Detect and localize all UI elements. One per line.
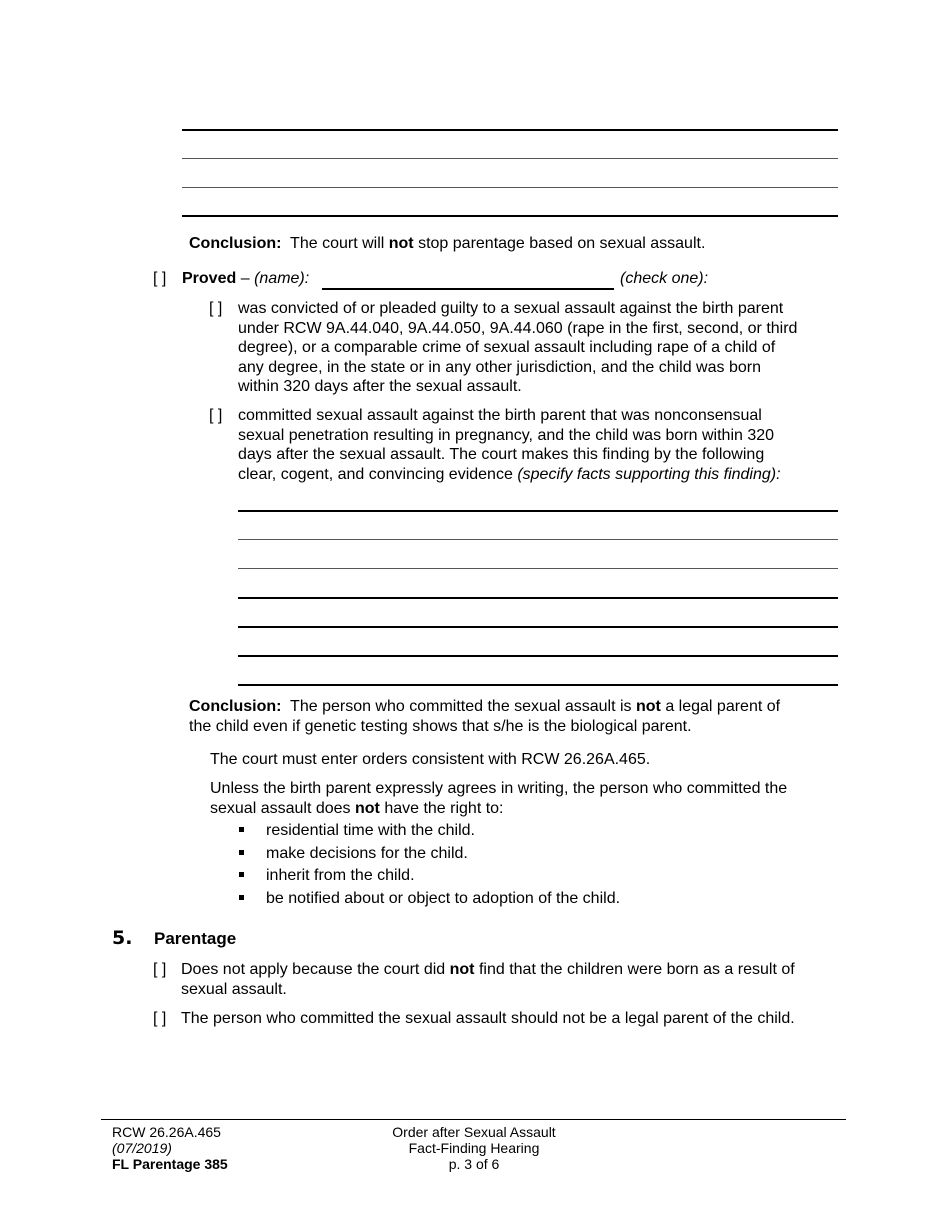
list-item: residential time with the child. <box>266 822 475 839</box>
bullet-icon <box>239 872 244 877</box>
conclusion-2-label: Conclusion: <box>189 698 282 715</box>
evidence-line-6[interactable] <box>238 655 838 657</box>
footer-center <box>374 1124 574 1172</box>
proved-name-field[interactable] <box>322 269 614 290</box>
list-item: make decisions for the child. <box>266 845 468 862</box>
footer-date: (07/2019) <box>112 1140 172 1156</box>
convicted-text: was convicted of or pleaded guilty to a sexual assault against the birth parent under RCW 9A.44.040, 9A.44.050, 9A.44.060 (rape in the first, second, or third degree), or a comparable crime of sexual assault including rape of a child of any degree, in the state or in any other jurisdiction, and the child was born within 320 days after the sexual assault. <box>238 300 798 395</box>
section-5-title: Parentage <box>154 929 237 948</box>
proved-checkbox[interactable]: [ ] <box>153 270 167 287</box>
committed-checkbox[interactable]: [ ] <box>209 407 223 424</box>
answer-line-1[interactable] <box>182 129 838 131</box>
section-5-number: 5. <box>112 927 133 949</box>
section-5-option-2-text: The person who committed the sexual assault should not be a legal parent of the child. <box>181 1010 795 1027</box>
orders-statement: The court must enter orders consistent with RCW 26.26A.465. <box>210 751 651 768</box>
evidence-line-4[interactable] <box>238 597 838 599</box>
section-5-option-1-text: Does not apply because the court did not find that the children were born as a result of sexual assault. <box>181 961 795 998</box>
bullet-icon <box>239 850 244 855</box>
section-5-option-2-checkbox[interactable]: [ ] <box>153 1010 167 1027</box>
evidence-line-3[interactable] <box>238 568 838 569</box>
footer-title-2: Fact-Finding Hearing <box>408 1140 540 1156</box>
footer-title-1: Order after Sexual Assault <box>392 1124 556 1140</box>
footer-statute: RCW 26.26A.465 <box>112 1124 221 1140</box>
conclusion-1-label: Conclusion: <box>189 235 282 252</box>
proved-label: Proved <box>182 270 237 287</box>
footer-divider <box>101 1119 846 1120</box>
list-item: inherit from the child. <box>266 867 415 884</box>
bullet-icon <box>239 827 244 832</box>
conclusion-1: Conclusion: The court will not stop parentage based on sexual assault. <box>189 235 706 252</box>
unless-paragraph: Unless the birth parent expressly agrees in writing, the person who committed the sexual assault does not have the right to: <box>210 780 788 817</box>
bullet-icon <box>239 895 244 900</box>
answer-line-2[interactable] <box>182 158 838 159</box>
evidence-line-1[interactable] <box>238 510 838 512</box>
proved-row: Proved – (name): <box>182 270 310 287</box>
footer-left <box>112 1124 228 1172</box>
section-5-option-1-checkbox[interactable]: [ ] <box>153 961 167 978</box>
footer-page: p. 3 of 6 <box>448 1156 500 1172</box>
evidence-line-7[interactable] <box>238 684 838 686</box>
footer-form-id: FL Parentage 385 <box>112 1156 228 1172</box>
conclusion-2: Conclusion: The person who committed the sexual assault is not a legal parent of the child even if genetic testing shows that s/he is the biological parent. <box>189 698 781 735</box>
list-item: be notified about or object to adoption of the child. <box>266 890 621 907</box>
convicted-checkbox[interactable]: [ ] <box>209 300 223 317</box>
evidence-line-2[interactable] <box>238 539 838 540</box>
answer-line-4[interactable] <box>182 215 838 217</box>
committed-text: committed sexual assault against the birth parent that was nonconsensual sexual penetration resulting in pregnancy, and the child was born within 320 days after the sexual assault. The court makes this finding by the following clear, cogent, and convincing evidence (specify facts supporting this finding): <box>238 407 781 483</box>
evidence-line-5[interactable] <box>238 626 838 628</box>
check-one-label: (check one): <box>620 270 709 287</box>
answer-line-3[interactable] <box>182 187 838 188</box>
